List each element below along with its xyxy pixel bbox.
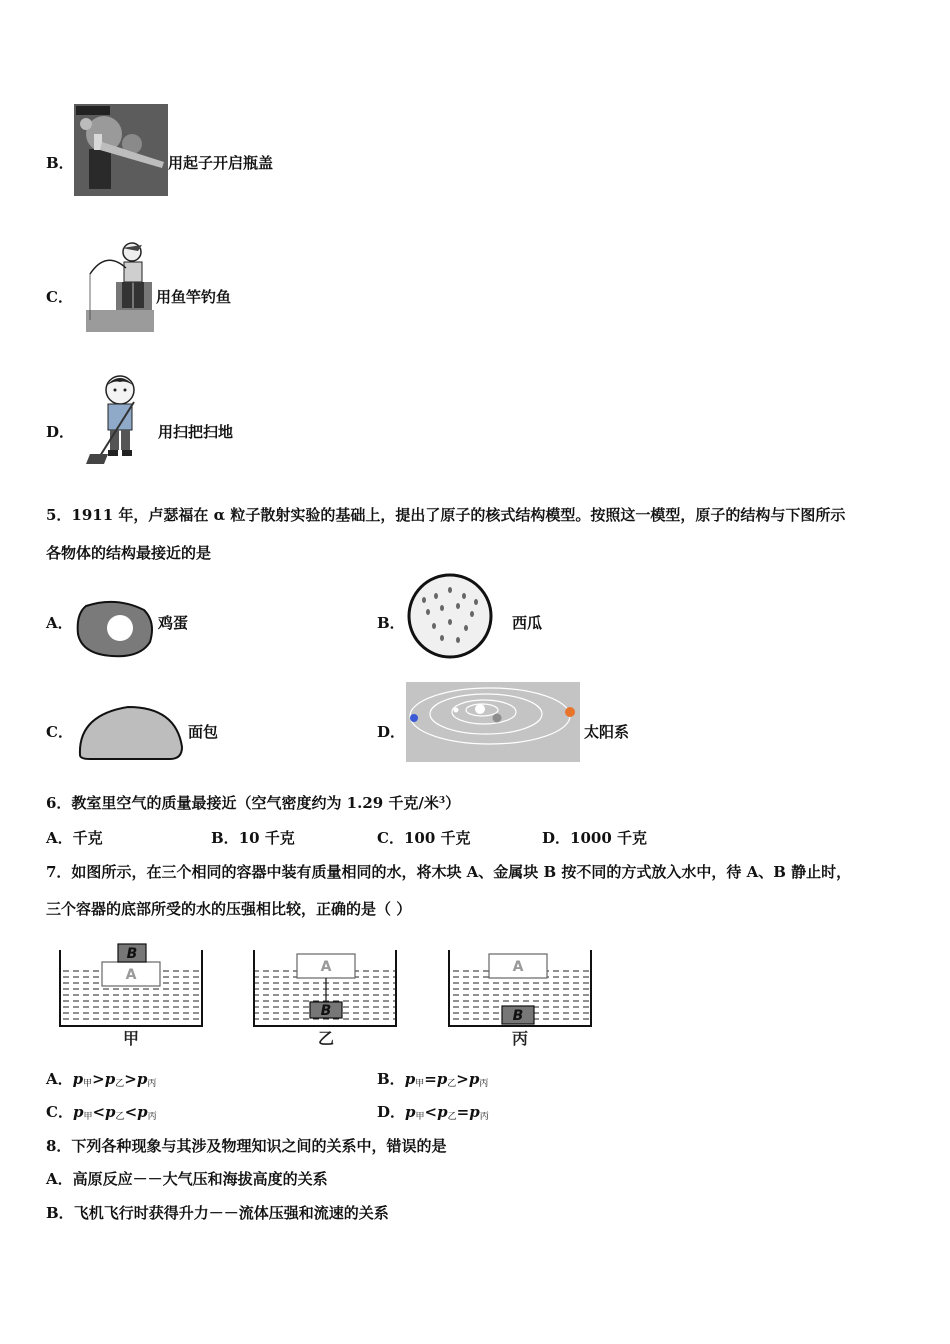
block-a-jia: A xyxy=(125,967,137,983)
q6-option-d-label: D． xyxy=(542,829,571,847)
q7-stem-line2: 三个容器的底部所受的水的压强相比较，正确的是（ ） xyxy=(46,900,412,918)
pressure-symbol: p xyxy=(436,1070,448,1088)
pressure-symbol: p xyxy=(137,1103,148,1121)
q5-option-b-label: B． xyxy=(377,614,405,632)
q7-option-label: C． xyxy=(46,1103,73,1121)
q5-option-a-text: 鸡蛋 xyxy=(158,614,189,632)
subscript: 甲 xyxy=(415,1079,425,1089)
block-b-bing: B xyxy=(512,1008,524,1024)
q8-option-a-text: 高原反应－－大气压和海拔高度的关系 xyxy=(72,1170,328,1188)
q5-option-c-label: C． xyxy=(46,723,73,741)
watermelon-icon xyxy=(406,572,494,660)
block-b-yi: B xyxy=(320,1003,332,1019)
q5-option-b-text: 西瓜 xyxy=(512,614,543,632)
bread-icon xyxy=(76,703,186,761)
pressure-symbol: p xyxy=(468,1070,480,1088)
container-label-yi: 乙 xyxy=(317,1029,335,1048)
operator: = xyxy=(456,1103,470,1121)
subscript: 甲 xyxy=(83,1112,93,1122)
operator: < xyxy=(92,1103,106,1121)
q7-option-c xyxy=(46,1101,157,1122)
q6-stem-superscript: 3 xyxy=(438,796,446,806)
q4-option-c-text: 用鱼竿钓鱼 xyxy=(156,288,232,306)
q7-option-label: D． xyxy=(377,1103,406,1121)
subscript: 乙 xyxy=(447,1112,457,1122)
subscript: 甲 xyxy=(83,1079,93,1089)
container-bing xyxy=(449,950,591,1048)
subscript: 丙 xyxy=(479,1079,489,1089)
pressure-symbol: p xyxy=(405,1103,416,1121)
q6-option-a xyxy=(46,827,103,848)
pressure-symbol: p xyxy=(437,1103,448,1121)
pressure-symbol: p xyxy=(72,1070,84,1088)
pressure-symbol: p xyxy=(469,1103,480,1121)
q4-option-b-label: B． xyxy=(46,154,74,172)
subscript: 乙 xyxy=(115,1079,125,1089)
bottle-opener-photo xyxy=(74,104,168,196)
block-b-jia: B xyxy=(126,946,138,962)
q5-option-a-label: A． xyxy=(46,614,73,632)
q6-option-c-text: 100 千克 xyxy=(403,829,471,847)
pressure-symbol: p xyxy=(404,1070,416,1088)
q5-stem-line1: 5．1911 年，卢瑟福在 α 粒子散射实验的基础上，提出了原子的核式结构模型。按照这一模型，原子的结构与下图所示 xyxy=(46,506,846,524)
operator: < xyxy=(424,1103,438,1121)
subscript: 甲 xyxy=(415,1112,425,1122)
pressure-symbol: p xyxy=(104,1070,116,1088)
q6-stem-text: 6．教室里空气的质量最接近（空气密度约为 1.29 千克/米 xyxy=(46,794,439,812)
containers-diagram xyxy=(52,938,600,1050)
operator: = xyxy=(424,1070,437,1088)
q7-option-b xyxy=(377,1068,488,1089)
subscript: 乙 xyxy=(447,1079,457,1089)
q8-option-b xyxy=(46,1202,389,1223)
pressure-symbol: p xyxy=(105,1103,116,1121)
pressure-symbol: p xyxy=(72,1103,84,1121)
subscript: 丙 xyxy=(479,1112,489,1122)
q8-option-b-text: 飞机飞行时获得升力－－流体压强和流速的关系 xyxy=(73,1204,389,1222)
q6-option-a-text: 千克 xyxy=(72,829,103,847)
sweeping-boy-picture xyxy=(74,372,158,468)
container-label-jia: 甲 xyxy=(122,1029,140,1048)
q4-option-b-text: 用起子开启瓶盖 xyxy=(168,154,274,172)
q6-option-c-label: C． xyxy=(377,829,404,847)
block-a-yi: A xyxy=(320,959,332,975)
q8-option-a xyxy=(46,1168,328,1189)
q6-stem xyxy=(46,792,460,813)
pressure-symbol: p xyxy=(136,1070,148,1088)
subscript: 丙 xyxy=(147,1112,157,1122)
q6-option-d-text: 1000 千克 xyxy=(570,829,647,847)
q4-option-d-label: D． xyxy=(46,423,75,441)
q6-option-b xyxy=(211,827,295,848)
q6-option-b-label: B． xyxy=(211,829,239,847)
q4-option-d-text: 用扫把扫地 xyxy=(158,423,234,441)
q7-option-label: A． xyxy=(46,1070,73,1088)
operator: < xyxy=(124,1103,138,1121)
q5-option-d-label: D． xyxy=(377,723,406,741)
operator: > xyxy=(124,1070,137,1088)
solar-system-icon xyxy=(406,682,580,762)
q6-option-b-text: 10 千克 xyxy=(238,829,295,847)
operator: > xyxy=(456,1070,469,1088)
q4-option-c-label: C． xyxy=(46,288,73,306)
subscript: 乙 xyxy=(115,1112,125,1122)
q6-option-a-label: A． xyxy=(46,829,73,847)
operator: > xyxy=(92,1070,105,1088)
q5-option-c-text: 面包 xyxy=(188,723,219,741)
q7-option-label: B． xyxy=(377,1070,405,1088)
subscript: 丙 xyxy=(147,1079,157,1089)
q8-stem: 8．下列各种现象与其涉及物理知识之间的关系中，错误的是 xyxy=(46,1137,447,1155)
container-jia xyxy=(60,944,202,1048)
fishing-boy-picture xyxy=(86,240,154,332)
q7-stem-line1: 7．如图所示，在三个相同的容器中装有质量相同的水，将木块 A、金属块 B 按不同的方式放入水中，待 A、B 静止时， xyxy=(46,863,852,881)
block-a-bing: A xyxy=(512,959,524,975)
q8-option-b-label: B． xyxy=(46,1204,74,1222)
container-label-bing: 丙 xyxy=(511,1029,529,1048)
q7-option-a xyxy=(46,1068,156,1089)
q7-option-d xyxy=(377,1101,489,1122)
q5-option-d-text: 太阳系 xyxy=(584,723,630,741)
q6-option-c xyxy=(377,827,471,848)
q6-option-d xyxy=(542,827,647,848)
q8-option-a-label: A． xyxy=(46,1170,73,1188)
egg-icon xyxy=(76,598,156,658)
q6-stem-close: ） xyxy=(445,794,461,812)
q5-stem-line2: 各物体的结构最接近的是 xyxy=(46,544,212,562)
container-yi xyxy=(254,950,396,1048)
